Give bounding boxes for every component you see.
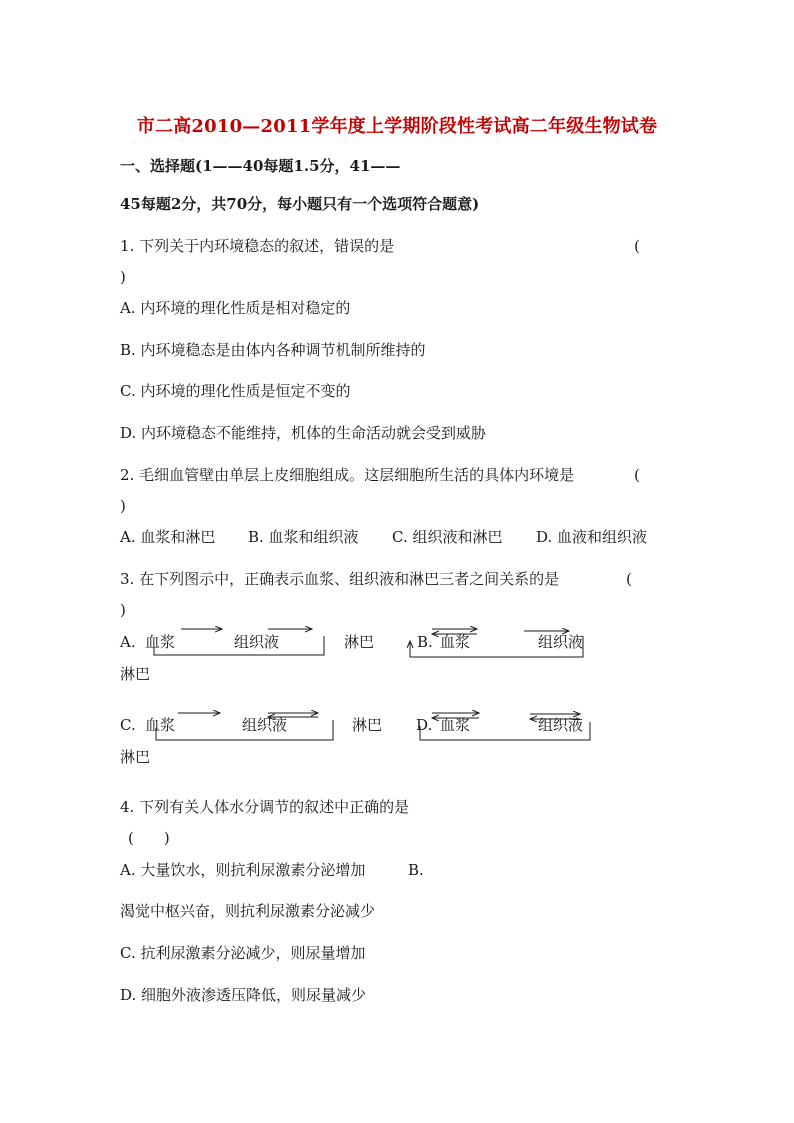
section-heading-line2: 45每题2分，共70分，每小题只有一个选项符合题意) bbox=[120, 195, 480, 213]
q2-option-a: A. 血浆和淋巴 bbox=[120, 528, 216, 546]
q1-paren-close: ) bbox=[120, 268, 126, 286]
q3-b-label: B. bbox=[417, 633, 433, 651]
q3-paren-close: ) bbox=[120, 601, 126, 619]
q3-c-label: C. bbox=[120, 716, 136, 734]
q3-c-lymph: 淋巴 bbox=[352, 716, 383, 734]
q3-paren-open: ( bbox=[626, 570, 632, 588]
q4-option-d: D. 细胞外液渗透压降低，则尿量减少 bbox=[120, 986, 367, 1004]
q2-option-b: B. 血浆和组织液 bbox=[248, 528, 359, 546]
q1-paren-open: ( bbox=[634, 237, 640, 255]
q3-b-plasma: 血浆 bbox=[440, 633, 471, 651]
q1-stem: 1. 下列关于内环境稳态的叙述，错误的是 bbox=[120, 237, 395, 255]
q2-paren-close: ) bbox=[120, 497, 126, 515]
q1-option-a: A. 内环境的理化性质是相对稳定的 bbox=[120, 299, 351, 317]
q3-d-plasma: 血浆 bbox=[440, 716, 471, 734]
q2-paren-open: ( bbox=[634, 466, 640, 484]
q4-option-b-label: B. bbox=[408, 861, 424, 879]
q3-d-label: D. bbox=[416, 716, 433, 734]
q4-option-c: C. 抗利尿激素分泌减少，则尿量增加 bbox=[120, 944, 366, 962]
q4-option-b-text: 渴觉中枢兴奋，则抗利尿激素分泌减少 bbox=[120, 902, 376, 920]
q3-stem: 3. 在下列图示中，正确表示血浆、组织液和淋巴三者之间关系的是 bbox=[120, 570, 560, 588]
q3-b-lymph: 淋巴 bbox=[120, 665, 151, 683]
exam-title: 市二高2010—2011学年度上学期阶段性考试高二年级生物试卷 bbox=[136, 116, 658, 137]
q3-d-tissue: 组织液 bbox=[538, 716, 584, 734]
q3-a-tissue: 组织液 bbox=[234, 633, 280, 651]
q3-c-plasma: 血浆 bbox=[145, 716, 176, 734]
q1-option-c: C. 内环境的理化性质是恒定不变的 bbox=[120, 382, 351, 400]
q3-c-tissue: 组织液 bbox=[242, 716, 288, 734]
q2-option-c: C. 组织液和淋巴 bbox=[392, 528, 503, 546]
q3-a-plasma: 血浆 bbox=[145, 633, 176, 651]
q4-paren: ( ) bbox=[128, 829, 170, 847]
q4-stem: 4. 下列有关人体水分调节的叙述中正确的是 bbox=[120, 798, 410, 816]
q2-stem: 2. 毛细血管壁由单层上皮细胞组成。这层细胞所生活的具体内环境是 bbox=[120, 466, 575, 484]
q1-option-b: B. 内环境稳态是由体内各种调节机制所维持的 bbox=[120, 341, 426, 359]
q2-option-d: D. 血液和组织液 bbox=[536, 528, 648, 546]
q3-a-label: A. bbox=[120, 633, 136, 651]
q1-option-d: D. 内环境稳态不能维持，机体的生命活动就会受到威胁 bbox=[120, 424, 487, 442]
q4-option-a: A. 大量饮水，则抗利尿激素分泌增加 bbox=[120, 861, 366, 879]
section-heading-line1: 一、选择题(1——40每题1.5分，41—— bbox=[120, 157, 401, 175]
q3-a-lymph: 淋巴 bbox=[344, 633, 375, 651]
q3-d-lymph: 淋巴 bbox=[120, 748, 151, 766]
q3-b-tissue: 组织液 bbox=[538, 633, 584, 651]
